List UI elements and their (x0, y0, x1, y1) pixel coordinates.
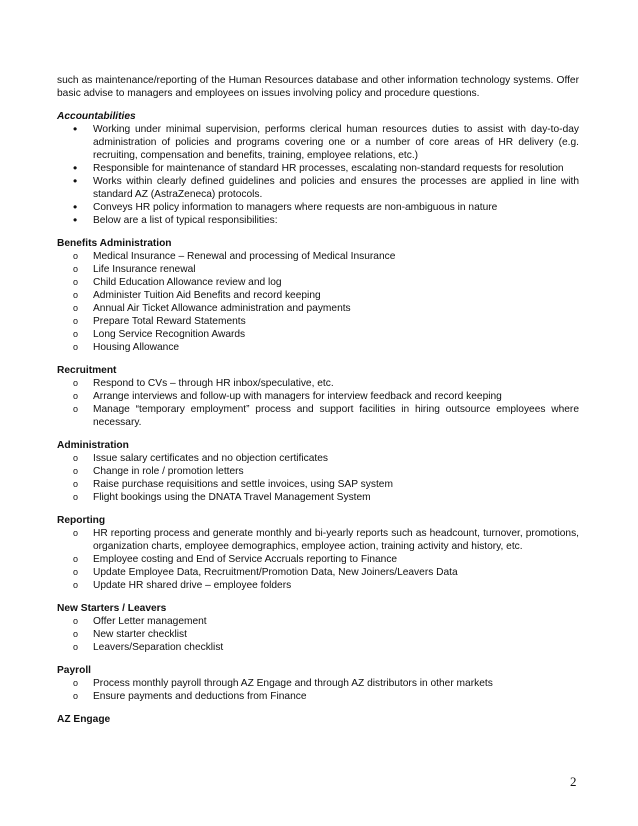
accountabilities-section (57, 110, 579, 227)
list-item: • Responsible for maintenance of standard HR processes, escalating non-standard requests for resolution (57, 162, 579, 175)
page-content (57, 74, 579, 726)
page-number: 2 (570, 774, 577, 789)
list-item: o Raise purchase requisitions and settle invoices, using SAP system (57, 478, 579, 491)
accountabilities-heading: Accountabilities (57, 111, 136, 122)
list-item: • Working under minimal supervision, performs clerical human resources duties to assist with day-to-day administration of policies and programs covering one or a number of core areas of HR delivery (e.g. recruiting, compensation and benefits, training, employee relations, etc.) (57, 123, 579, 162)
new-starters-heading: New Starters / Leavers (57, 603, 167, 614)
list-item: o HR reporting process and generate monthly and bi-yearly reports such as headcount, turnover, promotions, organization charts, employee demographics, employee action, training activity and history, etc. (57, 527, 579, 553)
payroll-section (57, 664, 579, 703)
list-item: o Update Employee Data, Recruitment/Promotion Data, New Joiners/Leavers Data (57, 566, 579, 579)
list-item: o Offer Letter management (57, 615, 579, 628)
list-item: o Medical Insurance – Renewal and processing of Medical Insurance (57, 250, 579, 263)
list-item: o Flight bookings using the DNATA Travel Management System (57, 491, 579, 504)
reporting-list (57, 527, 579, 592)
new-starters-section (57, 602, 579, 654)
list-item: o Housing Allowance (57, 341, 579, 354)
list-item: o Process monthly payroll through AZ Engage and through AZ distributors in other markets (57, 677, 579, 690)
new-starters-list (57, 615, 579, 654)
administration-list (57, 452, 579, 504)
benefits-section (57, 237, 579, 354)
benefits-list (57, 250, 579, 354)
list-item: • Below are a list of typical responsibilities: (57, 214, 579, 227)
administration-section (57, 439, 579, 504)
reporting-heading: Reporting (57, 515, 106, 526)
list-item: o Life Insurance renewal (57, 263, 579, 276)
list-item: o Change in role / promotion letters (57, 465, 579, 478)
list-item: • Works within clearly defined guidelines and policies and ensures the processes are applied in line with standard AZ (AstraZeneca) protocols. (57, 175, 579, 201)
reporting-section (57, 514, 579, 592)
payroll-list (57, 677, 579, 703)
list-item: o Annual Air Ticket Allowance administration and payments (57, 302, 579, 315)
list-item: o Manage “temporary employment” process and support facilities in hiring outsource employees where necessary. (57, 403, 579, 429)
administration-heading: Administration (57, 440, 129, 451)
list-item: o Long Service Recognition Awards (57, 328, 579, 341)
list-item: o Ensure payments and deductions from Finance (57, 690, 579, 703)
list-item: o Administer Tuition Aid Benefits and record keeping (57, 289, 579, 302)
list-item: o Respond to CVs – through HR inbox/speculative, etc. (57, 377, 579, 390)
recruitment-list (57, 377, 579, 429)
accountabilities-list (57, 123, 579, 227)
list-item: o Leavers/Separation checklist (57, 641, 579, 654)
benefits-heading: Benefits Administration (57, 238, 172, 249)
list-item: o Employee costing and End of Service Accruals reporting to Finance (57, 553, 579, 566)
list-item: o New starter checklist (57, 628, 579, 641)
list-item: o Arrange interviews and follow-up with managers for interview feedback and record keeping (57, 390, 579, 403)
az-engage-section (57, 713, 579, 726)
list-item: • Conveys HR policy information to managers where requests are non-ambiguous in nature (57, 201, 579, 214)
az-engage-heading: AZ Engage (57, 714, 111, 725)
recruitment-section (57, 364, 579, 429)
list-item: o Child Education Allowance review and log (57, 276, 579, 289)
list-item: o Update HR shared drive – employee folders (57, 579, 579, 592)
recruitment-heading: Recruitment (57, 365, 117, 376)
payroll-heading: Payroll (57, 665, 91, 676)
intro-paragraph: such as maintenance/reporting of the Human Resources database and other information technology systems. Offer basic advise to managers and employees on issues involving policy and procedure questions. (57, 75, 579, 99)
list-item: o Issue salary certificates and no objection certificates (57, 452, 579, 465)
list-item: o Prepare Total Reward Statements (57, 315, 579, 328)
